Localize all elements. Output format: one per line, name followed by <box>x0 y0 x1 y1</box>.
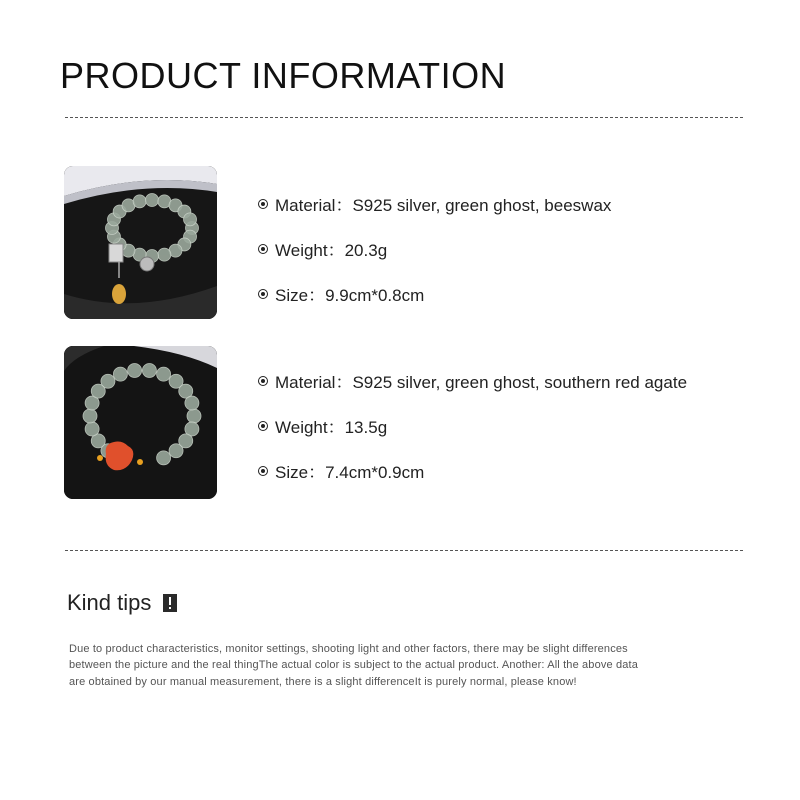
product-2-weight <box>258 413 387 438</box>
product-image-agate-bracelet <box>64 346 217 499</box>
product-1-material-text: Material：S925 silver, green ghost, beeswax <box>275 196 612 215</box>
bullet-icon <box>258 376 268 386</box>
bullet-icon <box>258 421 268 431</box>
product-1-size-text: Size：9.9cm*0.8cm <box>275 286 425 305</box>
product-1-material <box>258 191 611 216</box>
product-1-weight <box>258 236 387 261</box>
product-2-material <box>258 368 687 393</box>
product-2-weight-text: Weight：13.5g <box>275 418 388 437</box>
bullet-icon <box>258 199 268 209</box>
kind-tips-heading <box>67 590 177 616</box>
exclamation-icon <box>163 594 177 612</box>
product-2-size-text: Size：7.4cm*0.9cm <box>275 463 425 482</box>
top-divider <box>65 117 743 118</box>
product-2-size <box>258 458 424 483</box>
kind-tips-title: Kind tips <box>67 590 152 615</box>
page-title: PRODUCT INFORMATION <box>60 55 507 96</box>
product-2-material-text: Material：S925 silver, green ghost, southern red agate <box>275 373 688 392</box>
bullet-icon <box>258 244 268 254</box>
product-1-weight-text: Weight：20.3g <box>275 241 388 260</box>
kind-tips-text: Due to product characteristics, monitor settings, shooting light and other factors, there may be slight differences between the picture and the real thingThe actual color is subject to the actual product. Another: All the above data are obtained by our manual measurement, there is a slight differenceIt is purely normal, please know! <box>69 643 638 688</box>
bottom-divider <box>65 550 743 551</box>
bullet-icon <box>258 466 268 476</box>
bullet-icon <box>258 289 268 299</box>
product-1-size <box>258 281 424 306</box>
product-image-beeswax-bracelet <box>64 166 217 319</box>
